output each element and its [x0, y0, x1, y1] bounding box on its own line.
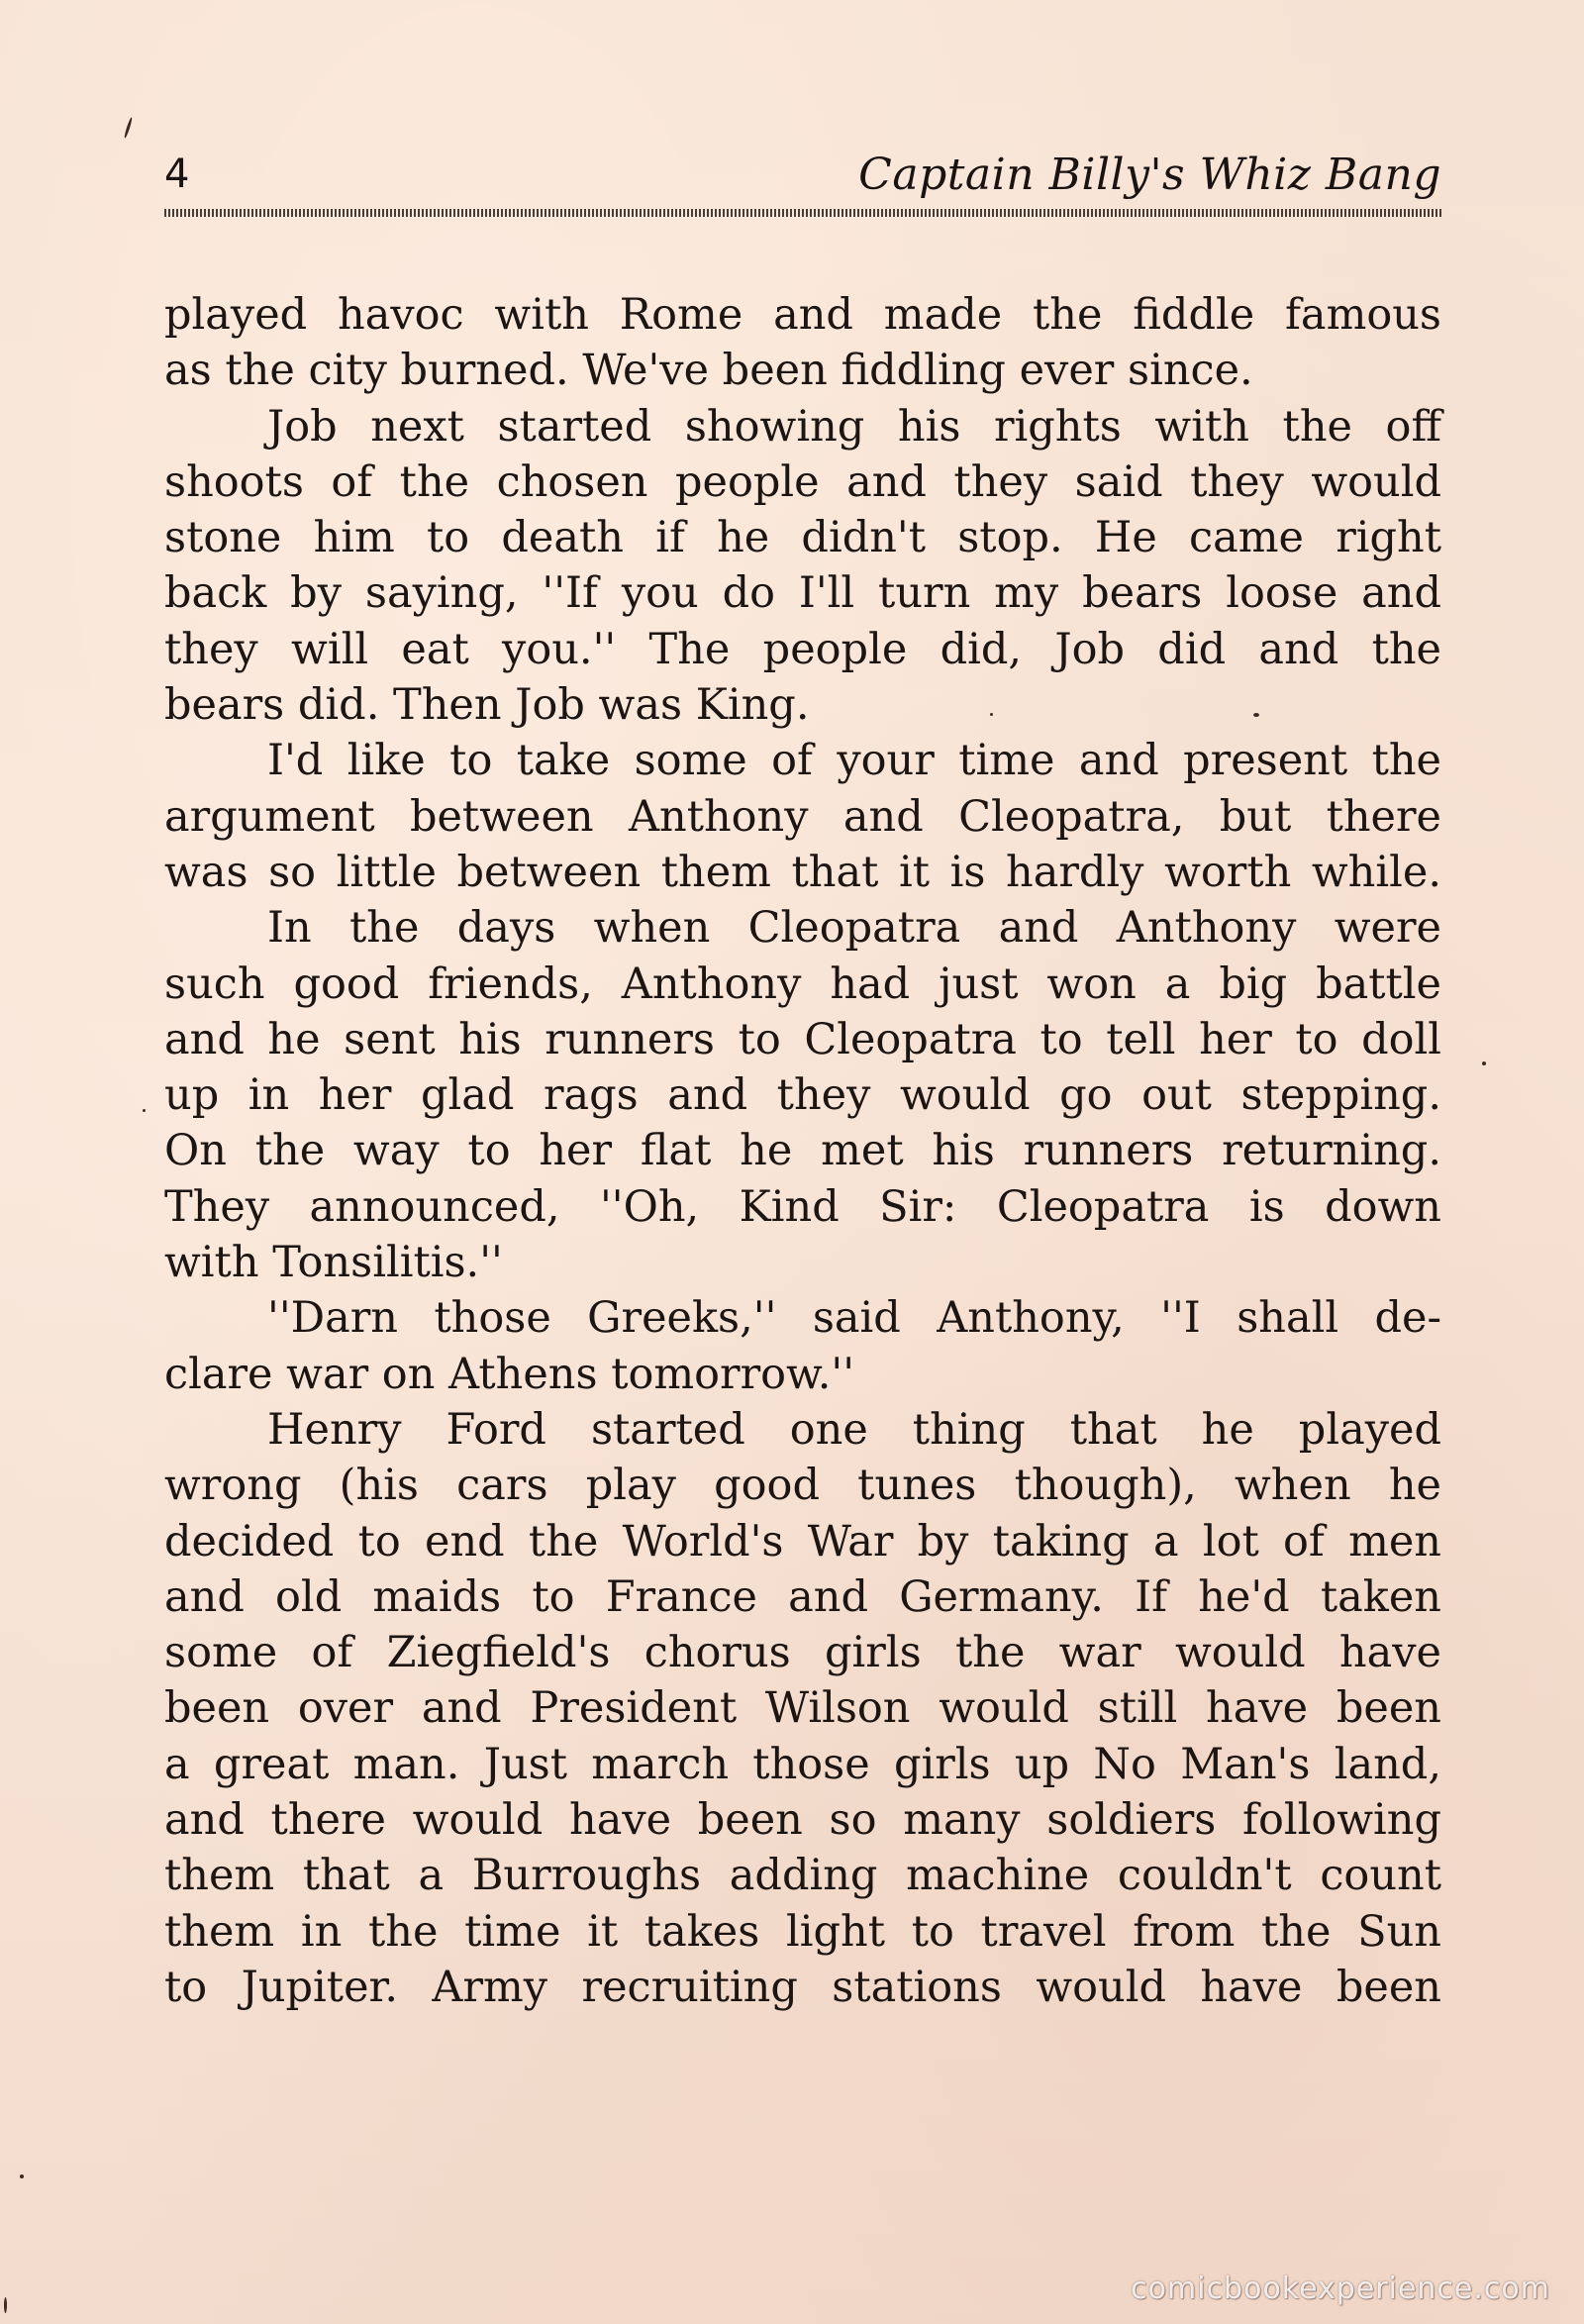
paper-speck: [990, 713, 993, 716]
text-line: back by saying, ''If you do I'll turn my bears loose and: [164, 568, 1441, 619]
text-line: decided to end the World's War by taking a lot of men: [164, 1516, 1441, 1566]
text-line: they will eat you.'' The people did, Job did and the: [164, 624, 1441, 674]
text-line: and he sent his runners to Cleopatra to tell her to doll: [164, 1014, 1441, 1064]
watermark-text: comicbookexperience.com: [1131, 2272, 1550, 2306]
text-line: stone him to death if he didn't stop. He came right: [164, 513, 1441, 563]
text-line: argument between Anthony and Cleopatra, but there: [164, 791, 1441, 842]
text-line: a great man. Just march those girls up No Man's land,: [164, 1739, 1441, 1789]
text-line: On the way to her flat he met his runners returning.: [164, 1126, 1441, 1176]
paper-speck: [124, 117, 134, 139]
text-line: been over and President Wilson would still have been: [164, 1683, 1441, 1734]
paper-speck: [20, 2174, 24, 2178]
paragraph-first-line: Henry Ford started one thing that he played: [267, 1404, 1441, 1455]
text-line: with Tonsilitis.'': [164, 1238, 503, 1288]
paragraph-first-line: ''Darn those Greeks,'' said Anthony, ''I shall de-: [267, 1293, 1441, 1344]
paper-speck: [1482, 1061, 1486, 1065]
paragraph-first-line: I'd like to take some of your time and present the: [267, 736, 1441, 786]
text-line: such good friends, Anthony had just won a big battle: [164, 959, 1441, 1009]
paper-speck: [4, 2297, 7, 2313]
text-line: and old maids to France and Germany. If he'd taken: [164, 1571, 1441, 1622]
text-line: to Jupiter. Army recruiting stations would have been: [164, 1962, 1441, 2012]
paper-speck: [143, 1109, 146, 1112]
text-line: them in the time it takes light to travel from the Sun: [164, 1906, 1441, 1957]
text-line: and there would have been so many soldiers following: [164, 1795, 1441, 1846]
article-body: [164, 287, 1441, 2015]
text-line: up in her glad rags and they would go out stepping.: [164, 1070, 1441, 1121]
text-line: They announced, ''Oh, Kind Sir: Cleopatra is down: [164, 1181, 1441, 1232]
text-line: as the city burned. We've been fiddling ever since.: [164, 346, 1253, 396]
page-header: [164, 149, 1441, 204]
text-line: them that a Burroughs adding machine couldn't count: [164, 1851, 1441, 1901]
text-line: clare war on Athens tomorrow.'': [164, 1349, 855, 1399]
paragraph-first-line: In the days when Cleopatra and Anthony were: [267, 903, 1441, 954]
paragraph-first-line: Job next started showing his rights with the off: [267, 401, 1441, 452]
text-line: bears did. Then Job was King.: [164, 680, 810, 731]
header-rule: [164, 209, 1441, 217]
text-line: played havoc with Rome and made the fiddle famous: [164, 290, 1441, 340]
text-line: shoots of the chosen people and they said they would: [164, 456, 1441, 507]
paper-speck: [1253, 713, 1259, 717]
running-title: Captain Billy's Whiz Bang: [858, 150, 1441, 200]
text-line: some of Ziegfield's chorus girls the war would have: [164, 1628, 1441, 1678]
text-line: was so little between them that it is hardly worth while.: [164, 847, 1441, 897]
page-number: 4: [164, 152, 190, 197]
text-line: wrong (his cars play good tunes though), when he: [164, 1461, 1441, 1511]
